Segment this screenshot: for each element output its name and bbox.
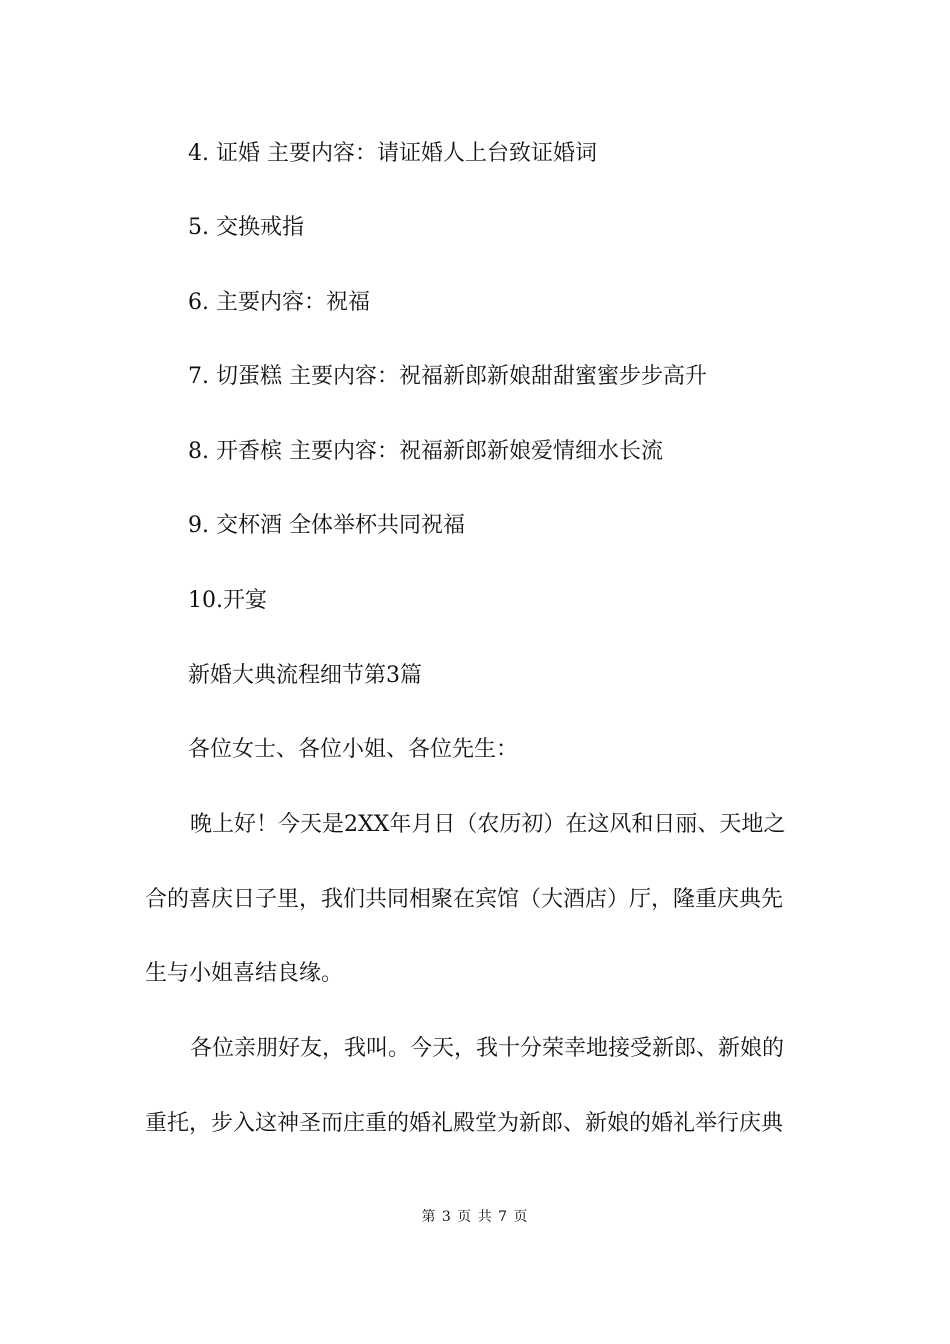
- section-heading: 新婚大典流程细节第3篇: [188, 663, 422, 688]
- page-number-footer: 第 3 页 共 7 页: [421, 1209, 529, 1225]
- paragraph-1-line-2: 合的喜庆日子里，我们共同相聚在宾馆（大酒店）厅，隆重庆典先: [145, 887, 784, 912]
- paragraph-2-line-1: 各位亲朋好友，我叫。今天，我十分荣幸地接受新郎、新娘的: [190, 1036, 785, 1061]
- paragraph-1-line-1: 晚上好！今天是2XX年月日（农历初）在这风和日丽、天地之: [190, 812, 786, 837]
- list-item-7: 7. 切蛋糕 主要内容：祝福新郎新娘甜甜蜜蜜步步高升: [188, 364, 707, 389]
- paragraph-1-line-3: 生与小姐喜结良缘。: [145, 961, 344, 986]
- list-item-9: 9. 交杯酒 全体举杯共同祝福: [188, 513, 465, 538]
- list-item-10: 10.开宴: [188, 588, 267, 613]
- salutation: 各位女士、各位小姐、各位先生：: [188, 737, 519, 762]
- paragraph-2-line-2: 重托，步入这神圣而庄重的婚礼殿堂为新郎、新娘的婚礼举行庆典: [145, 1111, 784, 1136]
- list-item-5: 5. 交换戒指: [188, 215, 304, 240]
- list-item-6: 6. 主要内容：祝福: [188, 290, 370, 315]
- list-item-4: 4. 证婚 主要内容：请证婚人上台致证婚词: [188, 141, 597, 166]
- list-item-8: 8. 开香槟 主要内容：祝福新郎新娘爱情细水长流: [188, 439, 663, 464]
